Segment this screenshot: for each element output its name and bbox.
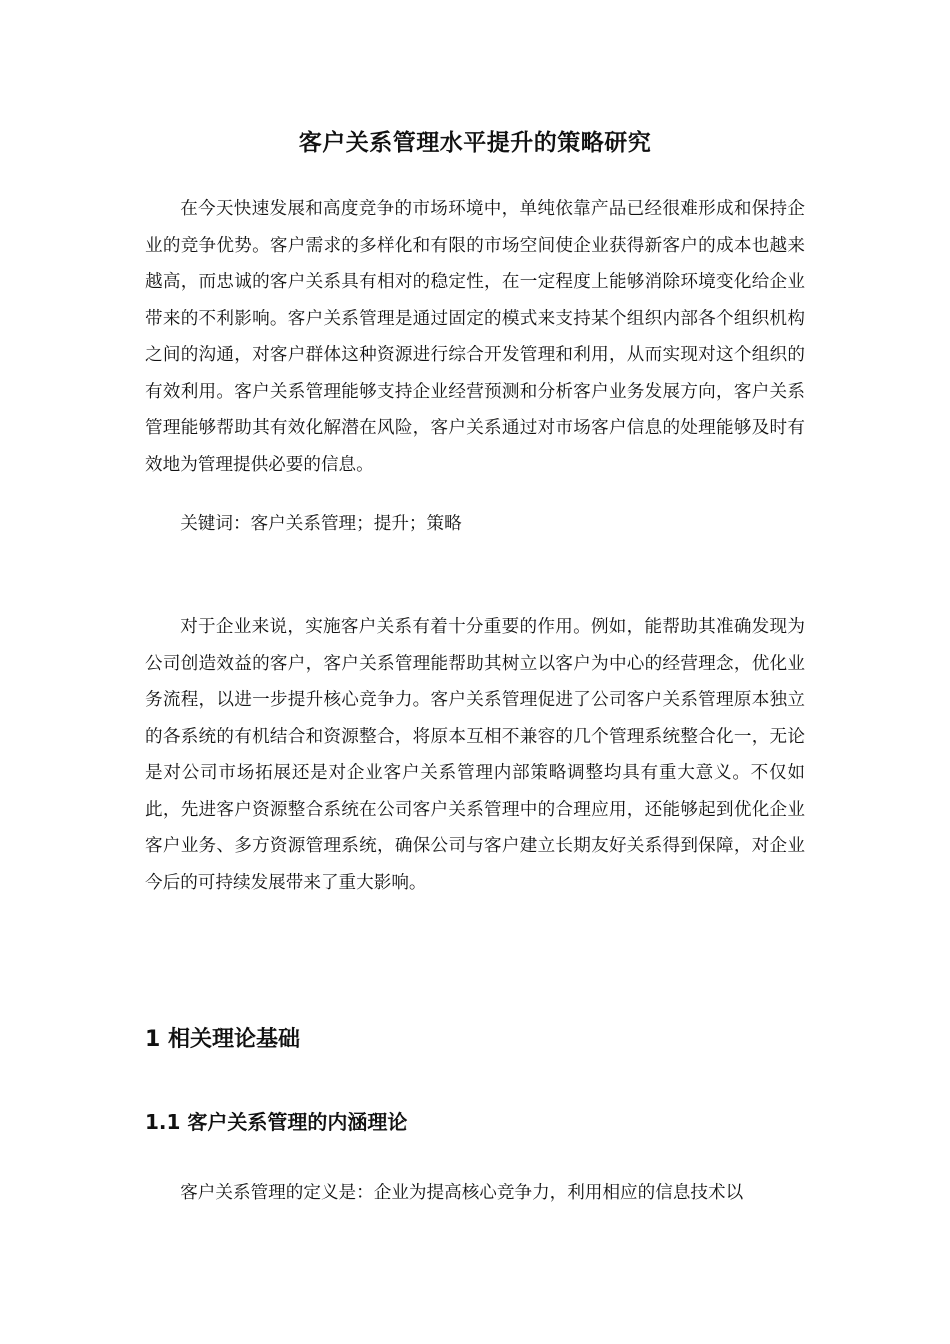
section-1-1-paragraph: 客户关系管理的定义是：企业为提高核心竞争力，利用相应的信息技术以 (180, 1183, 744, 1203)
section-heading-1-1: 1.1 客户关系管理的内涵理论 (145, 1110, 408, 1134)
section-heading-1: 1 相关理论基础 (145, 1027, 300, 1052)
document-title: 客户关系管理水平提升的策略研究 (298, 130, 652, 156)
keywords-line: 关键词：客户关系管理；提升；策略 (180, 514, 462, 534)
intro-paragraph: 对于企业来说，实施客户关系有着十分重要的作用。例如，能帮助其准确发现为公司创造效益的客户，客户关系管理能帮助其树立以客户为中心的经营理念，优化业务流程，以进一步提升核心竞争力。客户关系管理促进了公司客户关系管理原本独立的各系统的有机结合和资源整合，将原本互相不兼容的几个管理系统整合化一，无论是对公司市场拓展还是对企业客户关系管理内部策略调整均具有重大意义。不仅如此，先进客户资源整合系统在公司客户关系管理中的合理应用，还能够起到优化企业客户业务、多方资源管理系统，确保公司与客户建立长期友好关系得到保障，对企业今后的可持续发展带来了重大影响。 (145, 617, 805, 893)
abstract-paragraph: 在今天快速发展和高度竞争的市场环境中，单纯依靠产品已经很难形成和保持企业的竞争优势。客户需求的多样化和有限的市场空间使企业获得新客户的成本也越来越高，而忠诚的客户关系具有相对的稳定性，在一定程度上能够消除环境变化给企业带来的不利影响。客户关系管理是通过固定的模式来支持某个组织内部各个组织机构之间的沟通，对客户群体这种资源进行综合开发管理和利用，从而实现对这个组织的有效利用。客户关系管理能够支持企业经营预测和分析客户业务发展方向，客户关系管理能够帮助其有效化解潜在风险，客户关系通过对市场客户信息的处理能够及时有效地为管理提供必要的信息。 (145, 199, 805, 475)
